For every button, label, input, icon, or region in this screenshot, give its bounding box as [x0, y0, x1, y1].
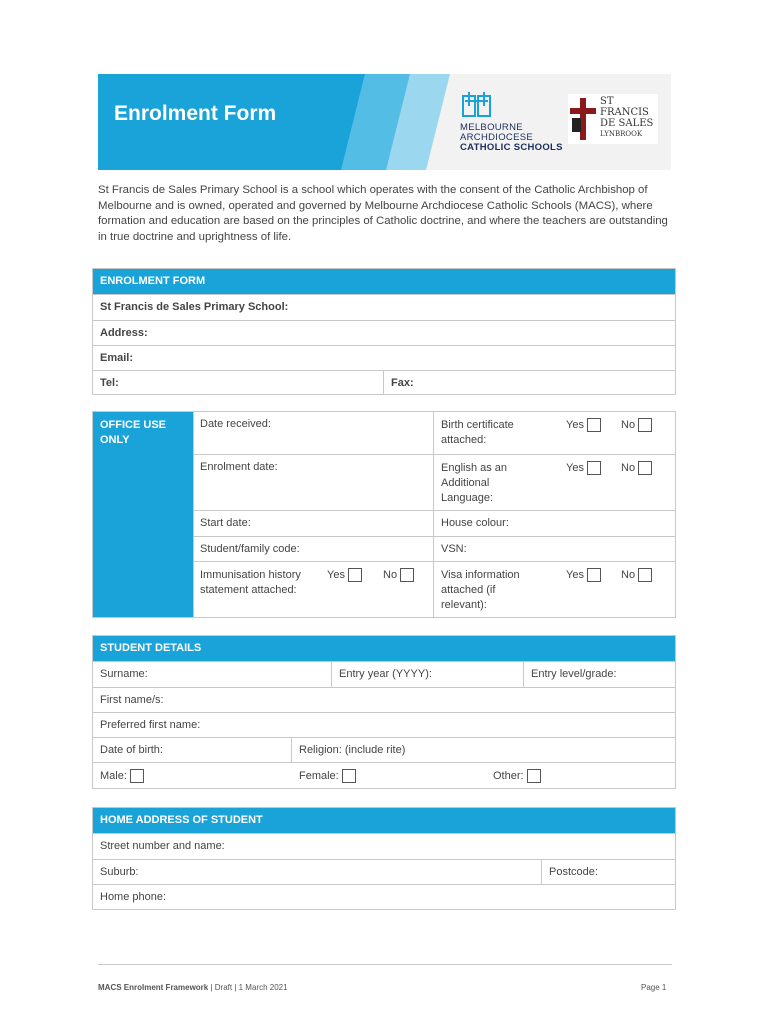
- macs-logo-line: CATHOLIC SCHOOLS: [460, 142, 563, 153]
- eal-label: English as an Additional Language:: [441, 462, 508, 504]
- form-row: [193, 510, 675, 536]
- form-row: [193, 561, 675, 617]
- immunisation-yes[interactable]: Yes: [320, 562, 380, 617]
- birth-cert-no[interactable]: No: [614, 412, 674, 454]
- macs-logo: [460, 92, 570, 154]
- header-banner: [98, 74, 671, 170]
- form-row: [93, 320, 675, 345]
- macs-emblem-icon: [462, 92, 492, 118]
- form-row: [93, 833, 675, 859]
- checkbox[interactable]: [638, 418, 652, 432]
- macs-logo-line: ARCHDIOCESE: [460, 132, 533, 143]
- footer-info: MACS Enrolment Framework | Draft | 1 March 2021: [98, 983, 288, 992]
- eal-yes[interactable]: Yes: [559, 455, 619, 510]
- form-row: [93, 884, 675, 909]
- suburb-field[interactable]: Suburb:: [100, 866, 139, 878]
- form-row: [93, 370, 675, 395]
- enrolment-date-field[interactable]: Enrolment date:: [200, 461, 278, 473]
- eal-no[interactable]: No: [614, 455, 674, 510]
- school-logo-line: ST FRANCIS: [600, 96, 649, 118]
- form-row: [93, 687, 675, 712]
- school-logo-line: DE SALES: [600, 118, 654, 129]
- page-number: Page 1: [641, 983, 667, 992]
- checkbox[interactable]: [587, 418, 601, 432]
- macs-logo-line: MELBOURNE: [460, 122, 523, 133]
- religion-field[interactable]: Religion: (include rite): [299, 744, 406, 756]
- email-field[interactable]: Email:: [100, 352, 134, 364]
- checkbox[interactable]: [587, 461, 601, 475]
- school-field[interactable]: St Francis de Sales Primary School:: [100, 301, 289, 313]
- visa-no[interactable]: No: [614, 562, 674, 617]
- section-header: STUDENT DETAILS: [93, 636, 675, 661]
- student-code-field[interactable]: Student/family code:: [200, 543, 300, 555]
- section-header: ENROLMENT FORM: [93, 269, 675, 294]
- checkbox[interactable]: [342, 769, 356, 783]
- visa-yes[interactable]: Yes: [559, 562, 619, 617]
- immunisation-no[interactable]: No: [376, 562, 436, 617]
- school-logo: [568, 94, 658, 144]
- checkbox[interactable]: [638, 568, 652, 582]
- house-colour-field[interactable]: House colour:: [441, 517, 509, 529]
- date-received-field[interactable]: Date received:: [200, 418, 271, 430]
- form-row: [93, 859, 675, 884]
- checkbox[interactable]: [638, 461, 652, 475]
- visa-label: Visa information attached (if relevant):: [441, 569, 520, 611]
- start-date-field[interactable]: Start date:: [200, 517, 251, 529]
- home-phone-field[interactable]: Home phone:: [100, 891, 167, 903]
- birth-cert-label: Birth certificate attached:: [441, 419, 514, 446]
- intro-paragraph: St Francis de Sales Primary School is a school which operates with the consent of the Catholic Archbishop of Melbourne and is owned, operated and governed by Melbourne Archdiocese Catholic Schools (MACS), where formation and education are based on the principles of Catholic doctrine, and where the teachers are outstanding in true doctrine and uprightness of life.: [98, 184, 668, 243]
- fax-field[interactable]: Fax:: [391, 377, 414, 389]
- form-row: [193, 412, 675, 454]
- preferred-name-field[interactable]: Preferred first name:: [100, 719, 201, 731]
- office-use-label: OFFICE USE ONLY: [93, 412, 193, 617]
- form-row: [93, 737, 675, 762]
- form-row: [93, 712, 675, 737]
- footer-divider: [98, 964, 672, 965]
- student-details-table: [92, 635, 676, 789]
- school-logo-line: LYNBROOK: [600, 130, 643, 138]
- form-row: [93, 294, 675, 320]
- home-address-table: [92, 807, 676, 910]
- checkbox[interactable]: [130, 769, 144, 783]
- birth-cert-yes[interactable]: Yes: [559, 412, 619, 454]
- checkbox[interactable]: [348, 568, 362, 582]
- form-row: [93, 661, 675, 687]
- female-option[interactable]: Female:: [292, 763, 472, 788]
- enrolment-form-table: [92, 268, 676, 395]
- surname-field[interactable]: Surname:: [100, 668, 148, 680]
- address-field[interactable]: Address:: [100, 327, 148, 339]
- school-cross-icon: [568, 96, 598, 142]
- tel-field[interactable]: Tel:: [100, 377, 119, 389]
- form-row: [193, 536, 675, 561]
- vsn-field[interactable]: VSN:: [441, 543, 467, 555]
- checkbox[interactable]: [400, 568, 414, 582]
- immunisation-label: Immunisation history statement attached:: [200, 569, 301, 596]
- checkbox[interactable]: [587, 568, 601, 582]
- form-row: [193, 454, 675, 510]
- postcode-field[interactable]: Postcode:: [549, 866, 598, 878]
- other-option[interactable]: Other:: [486, 763, 666, 788]
- entry-level-field[interactable]: Entry level/grade:: [531, 668, 617, 680]
- entry-year-field[interactable]: Entry year (YYYY):: [339, 668, 432, 680]
- office-use-table: [92, 411, 676, 618]
- page-title: Enrolment Form: [114, 102, 277, 125]
- checkbox[interactable]: [527, 769, 541, 783]
- first-names-field[interactable]: First name/s:: [100, 694, 164, 706]
- male-option[interactable]: Male:: [93, 763, 273, 788]
- form-row: [93, 762, 675, 788]
- dob-field[interactable]: Date of birth:: [100, 744, 163, 756]
- section-header: HOME ADDRESS OF STUDENT: [93, 808, 675, 833]
- street-field[interactable]: Street number and name:: [100, 840, 225, 852]
- form-row: [93, 345, 675, 370]
